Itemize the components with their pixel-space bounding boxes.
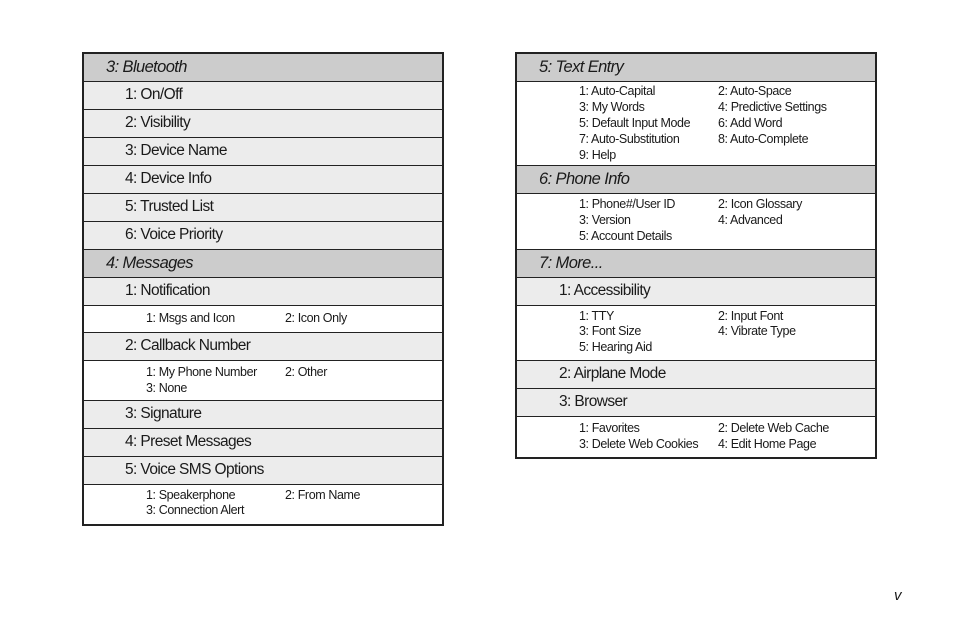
- menu-item-label: 2: Airplane Mode: [559, 365, 666, 382]
- option-label: 1: Phone#/User ID: [579, 197, 676, 211]
- menu-item-label: 4: Device Info: [125, 170, 212, 187]
- menu-item-voice-priority: [84, 222, 442, 250]
- category-messages: [84, 250, 442, 278]
- option-label: 2: Input Font: [718, 309, 783, 323]
- option-label: 3: Version: [579, 213, 631, 227]
- category-more: [517, 250, 875, 278]
- option-label: 2: From Name: [285, 488, 361, 502]
- option-label: 4: Advanced: [718, 213, 783, 227]
- left-menu-table: [82, 52, 444, 526]
- category-title: 6: Phone Info: [539, 170, 630, 188]
- category-title: 4: Messages: [106, 254, 193, 272]
- menu-item-on-off: [84, 82, 442, 110]
- menu-item-trusted-list: [84, 194, 442, 222]
- menu-item-label: 3: Device Name: [125, 142, 227, 159]
- menu-item-voice-sms-options: [84, 457, 442, 485]
- options-voice-sms: [84, 485, 442, 524]
- menu-item-device-name: [84, 138, 442, 166]
- category-title: 3: Bluetooth: [106, 58, 187, 76]
- option-label: 8: Auto-Complete: [718, 132, 809, 146]
- option-label: 3: My Words: [579, 100, 645, 114]
- option-label: 5: Hearing Aid: [579, 340, 652, 354]
- option-label: 1: Favorites: [579, 421, 640, 435]
- menu-item-signature: [84, 401, 442, 429]
- option-label: 3: Connection Alert: [146, 503, 245, 517]
- menu-item-label: 5: Trusted List: [125, 198, 214, 215]
- option-label: 2: Delete Web Cache: [718, 421, 829, 435]
- menu-item-label: 1: Accessibility: [559, 282, 651, 299]
- option-label: 1: Auto-Capital: [579, 84, 655, 98]
- menu-item-device-info: [84, 166, 442, 194]
- menu-item-label: 3: Browser: [559, 393, 628, 410]
- menu-item-callback-number: [84, 333, 442, 361]
- menu-item-label: 4: Preset Messages: [125, 433, 252, 450]
- menu-item-label: 2: Visibility: [125, 114, 191, 131]
- category-title: 5: Text Entry: [539, 58, 624, 76]
- option-label: 3: Font Size: [579, 324, 641, 338]
- right-menu-table: [515, 52, 877, 459]
- option-label: 4: Vibrate Type: [718, 324, 796, 338]
- page-number: v: [894, 587, 902, 604]
- option-label: 3: Delete Web Cookies: [579, 437, 699, 451]
- options-phone-info: [517, 194, 875, 250]
- option-label: 5: Account Details: [579, 229, 672, 243]
- option-label: 4: Edit Home Page: [718, 437, 817, 451]
- menu-item-accessibility: [517, 278, 875, 306]
- menu-item-notification: [84, 278, 442, 306]
- menu-item-label: 2: Callback Number: [125, 337, 251, 354]
- menu-item-preset-messages: [84, 429, 442, 457]
- menu-item-label: 3: Signature: [125, 405, 202, 422]
- option-label: 1: Msgs and Icon: [146, 311, 235, 325]
- menu-item-label: 1: On/Off: [125, 86, 183, 103]
- menu-item-label: 6: Voice Priority: [125, 226, 223, 243]
- option-label: 5: Default Input Mode: [579, 116, 691, 130]
- option-label: 3: None: [146, 381, 187, 395]
- option-label: 1: Speakerphone: [146, 488, 236, 502]
- option-label: 7: Auto-Substitution: [579, 132, 680, 146]
- options-accessibility: [517, 306, 875, 361]
- menu-item-visibility: [84, 110, 442, 138]
- option-label: 1: My Phone Number: [146, 365, 257, 379]
- options-text-entry: [517, 82, 875, 166]
- category-phone-info: [517, 166, 875, 194]
- menu-item-label: 1: Notification: [125, 282, 210, 299]
- option-label: 1: TTY: [579, 309, 614, 323]
- option-label: 2: Icon Only: [285, 311, 347, 325]
- option-label: 2: Other: [285, 365, 327, 379]
- menu-item-browser: [517, 389, 875, 417]
- category-title: 7: More...: [539, 254, 603, 272]
- option-label: 9: Help: [579, 148, 616, 162]
- options-browser: [517, 417, 875, 457]
- options-notification: [84, 306, 442, 333]
- options-callback-number: [84, 361, 442, 401]
- option-label: 2: Auto-Space: [718, 84, 792, 98]
- menu-item-label: 5: Voice SMS Options: [125, 461, 264, 478]
- category-text-entry: [517, 54, 875, 82]
- category-bluetooth: [84, 54, 442, 82]
- option-label: 2: Icon Glossary: [718, 197, 802, 211]
- option-label: 4: Predictive Settings: [718, 100, 827, 114]
- option-label: 6: Add Word: [718, 116, 783, 130]
- menu-item-airplane-mode: [517, 361, 875, 389]
